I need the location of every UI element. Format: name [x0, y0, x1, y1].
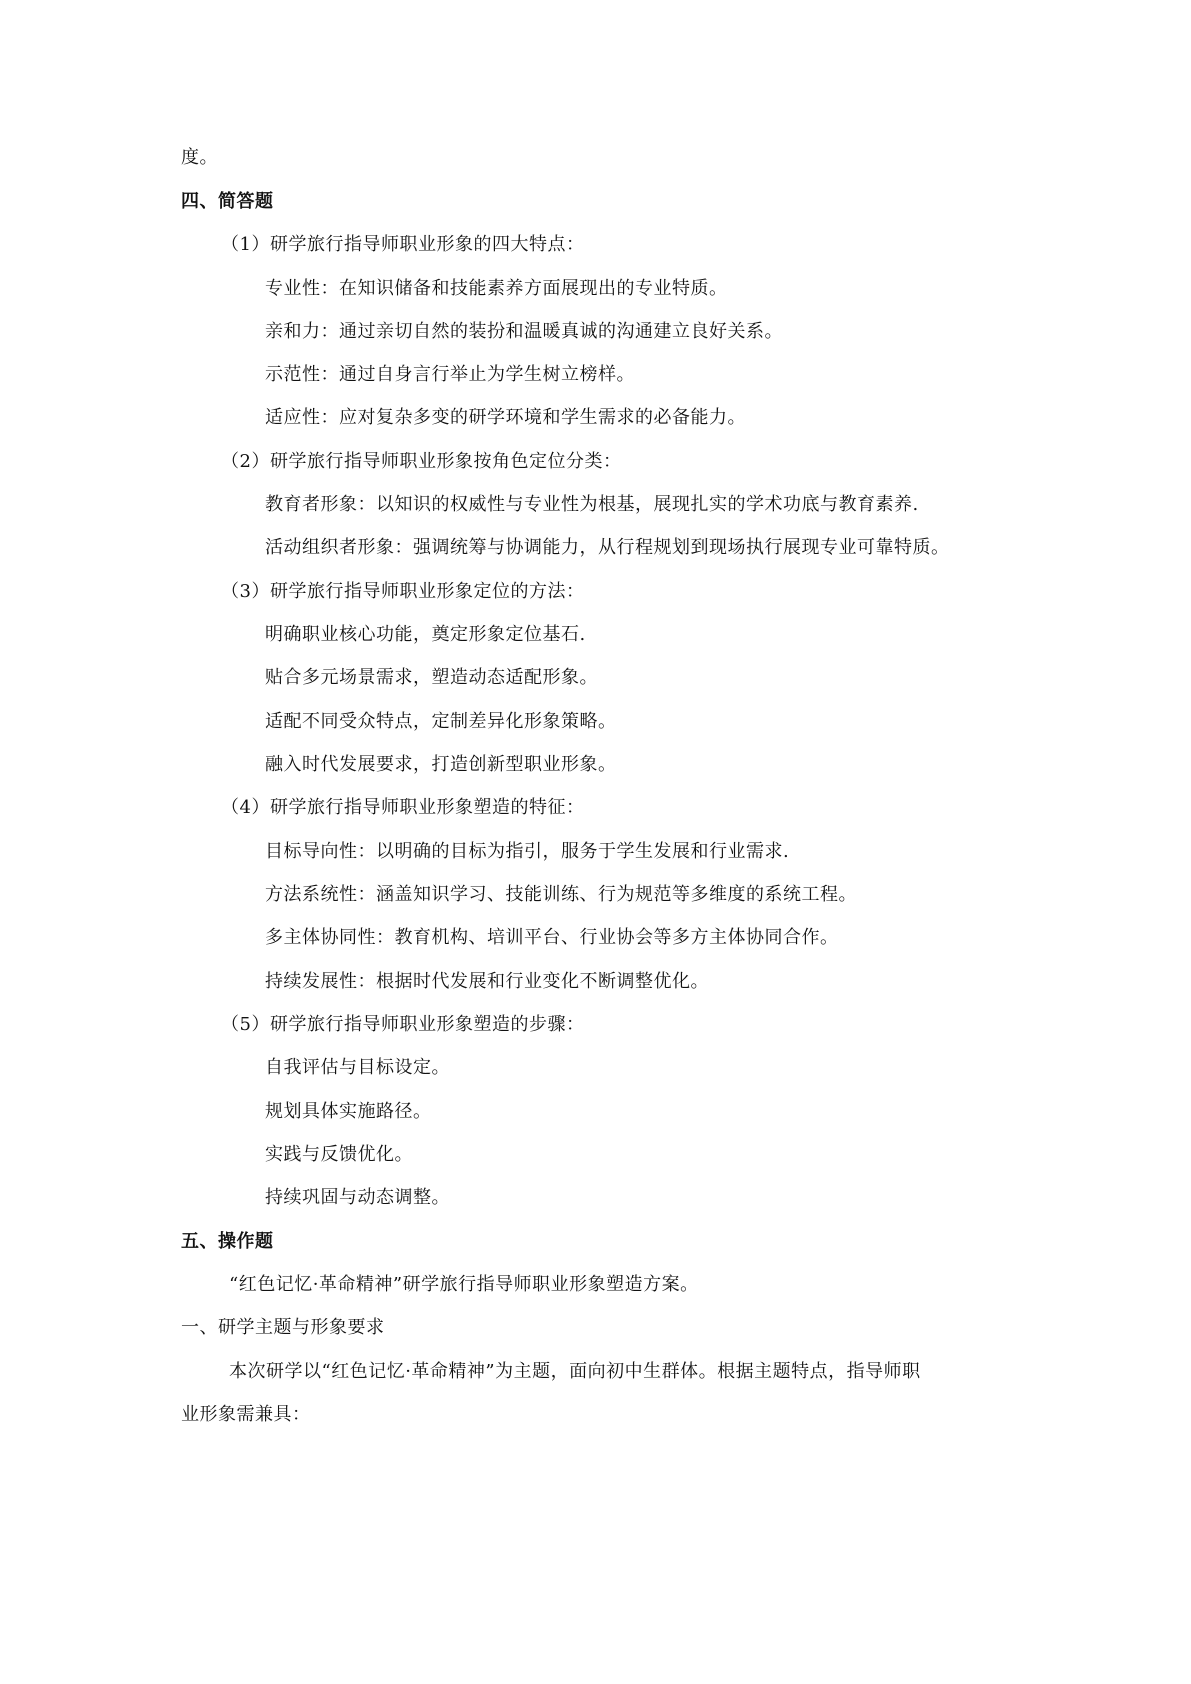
q5-item-1: 自我评估与目标设定。 — [265, 1057, 450, 1078]
question-5-title: （5）研学旅行指导师职业形象塑造的步骤： — [221, 1014, 585, 1035]
q3-item-4: 融入时代发展要求，打造创新型职业形象。 — [265, 754, 617, 775]
intro-tail-text: 度。 — [181, 147, 218, 168]
question-4-title: （4）研学旅行指导师职业形象塑造的特征： — [221, 797, 585, 818]
subsection-1-title: 一、研学主题与形象要求 — [181, 1317, 385, 1338]
q4-item-3: 多主体协同性：教育机构、培训平台、行业协会等多方主体协同合作。 — [265, 927, 839, 948]
q4-item-4: 持续发展性：根据时代发展和行业变化不断调整优化。 — [265, 971, 709, 992]
q4-item-1: 目标导向性：以明确的目标为指引，服务于学生发展和行业需求. — [265, 841, 790, 862]
q5-item-3: 实践与反馈优化。 — [265, 1144, 413, 1165]
paragraph-line-2: 业形象需兼具： — [181, 1404, 311, 1425]
paragraph-line-1: 本次研学以“红色记忆·革命精神”为主题，面向初中生群体。根据主题特点，指导师职 — [229, 1361, 921, 1382]
section-4-heading: 四、简答题 — [181, 191, 274, 212]
section-5-heading: 五、操作题 — [181, 1231, 274, 1252]
q1-item-1: 专业性：在知识储备和技能素养方面展现出的专业特质。 — [265, 278, 728, 299]
q2-item-2: 活动组织者形象：强调统筹与协调能力，从行程规划到现场执行展现专业可靠特质。 — [265, 537, 950, 558]
q4-item-2: 方法系统性：涵盖知识学习、技能训练、行为规范等多维度的系统工程。 — [265, 884, 857, 905]
q5-item-2: 规划具体实施路径。 — [265, 1101, 432, 1122]
q1-item-3: 示范性：通过自身言行举止为学生树立榜样。 — [265, 364, 635, 385]
question-2-title: （2）研学旅行指导师职业形象按角色定位分类： — [221, 451, 622, 472]
q3-item-3: 适配不同受众特点，定制差异化形象策略。 — [265, 711, 617, 732]
q3-item-1: 明确职业核心功能，奠定形象定位基石. — [265, 624, 586, 645]
q3-item-2: 贴合多元场景需求，塑造动态适配形象。 — [265, 667, 598, 688]
question-3-title: （3）研学旅行指导师职业形象定位的方法： — [221, 581, 585, 602]
q2-item-1: 教育者形象：以知识的权威性与专业性为根基，展现扎实的学术功底与教育素养. — [265, 494, 919, 515]
q1-item-2: 亲和力：通过亲切自然的装扮和温暖真诚的沟通建立良好关系。 — [265, 321, 783, 342]
plan-title: “红色记忆·革命精神”研学旅行指导师职业形象塑造方案。 — [229, 1274, 699, 1295]
q1-item-4: 适应性：应对复杂多变的研学环境和学生需求的必备能力。 — [265, 407, 746, 428]
question-1-title: （1）研学旅行指导师职业形象的四大特点： — [221, 234, 585, 255]
q5-item-4: 持续巩固与动态调整。 — [265, 1187, 450, 1208]
